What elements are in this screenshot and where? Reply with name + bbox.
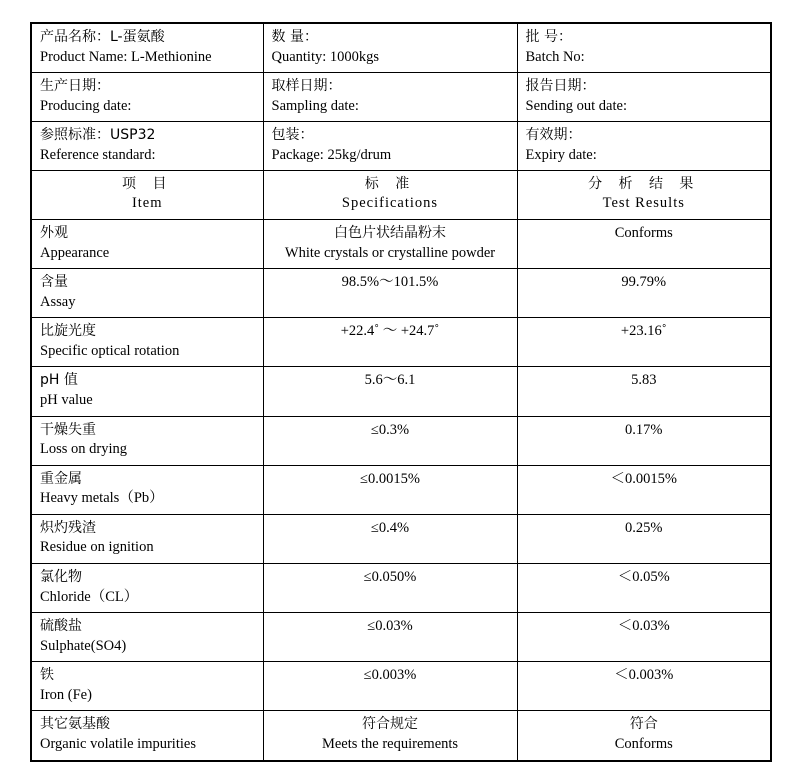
- column-header-item-en: Item: [131, 195, 163, 212]
- item-en: Specific optical rotation: [40, 342, 180, 359]
- product-name-cn: 产品名称：L-蛋氨酸: [40, 29, 165, 45]
- item-cell: [31, 564, 263, 613]
- spec-cell: [263, 711, 517, 761]
- result-en: +23.16˚: [620, 323, 667, 340]
- result-cell: [517, 662, 771, 711]
- certificate-of-analysis-table: [30, 22, 772, 762]
- table-row: [31, 711, 771, 761]
- spec-en: ≤0.003%: [363, 667, 417, 684]
- column-header-results: [517, 171, 771, 219]
- sampling-date-cn: 取样日期：: [271, 78, 342, 95]
- item-cell: [31, 367, 263, 416]
- column-header-spec-en: Specifications: [341, 195, 439, 212]
- column-header-specifications: [263, 171, 517, 219]
- table-row: [31, 367, 771, 416]
- batch-no-cell: [517, 23, 771, 73]
- spec-cell: [263, 465, 517, 514]
- item-cell: [31, 465, 263, 514]
- table-row: [31, 416, 771, 465]
- item-cell: [31, 514, 263, 563]
- item-cn: pH 值: [40, 372, 78, 389]
- table-header-row: [31, 171, 771, 219]
- item-cn: 比旋光度: [40, 323, 96, 340]
- result-cell: [517, 465, 771, 514]
- item-cell: [31, 662, 263, 711]
- quantity-cn: 数 量：: [271, 29, 318, 45]
- result-en: Conforms: [614, 224, 673, 241]
- item-en: Chloride（CL）: [40, 588, 139, 605]
- spec-en: ≤0.3%: [370, 421, 410, 438]
- product-name-cell: [31, 23, 263, 73]
- result-cell: [517, 318, 771, 367]
- result-cell: [517, 564, 771, 613]
- table-row: [31, 219, 771, 268]
- item-cell: [31, 219, 263, 268]
- quantity-cell: [263, 23, 517, 73]
- table-row: [31, 269, 771, 318]
- batch-no-cn: 批 号：: [525, 29, 572, 45]
- item-en: Loss on drying: [40, 441, 127, 458]
- reference-standard-en: Reference standard:: [40, 146, 156, 163]
- result-cell: [517, 219, 771, 268]
- item-cn: 铁: [40, 667, 54, 684]
- table-row: [31, 318, 771, 367]
- item-cell: [31, 613, 263, 662]
- item-en: Assay: [40, 293, 76, 310]
- spec-en: 98.5%～101.5%: [341, 274, 439, 291]
- item-en: Organic volatile impurities: [40, 736, 196, 753]
- package-cn: 包装：: [271, 127, 314, 144]
- package-cell: [263, 122, 517, 171]
- spec-cn: 白色片状结晶粉末: [334, 224, 446, 241]
- result-cn: 符合: [629, 716, 658, 733]
- spec-cell: [263, 613, 517, 662]
- column-header-spec-cn: 标 准: [364, 176, 416, 193]
- item-cn: 氯化物: [40, 569, 82, 586]
- sampling-date-en: Sampling date:: [271, 97, 359, 114]
- item-cn: 重金属: [40, 470, 82, 487]
- sending-date-cn: 报告日期：: [525, 78, 596, 95]
- item-cn: 外观: [40, 224, 68, 241]
- result-en: 5.83: [631, 372, 657, 389]
- result-en: 0.17%: [625, 421, 663, 438]
- expiry-date-cn: 有效期：: [525, 127, 582, 144]
- spec-en: 5.6～6.1: [364, 372, 416, 389]
- spec-cell: [263, 318, 517, 367]
- spec-cell: [263, 219, 517, 268]
- item-en: Iron (Fe): [40, 686, 92, 703]
- result-en: 99.79%: [621, 274, 667, 291]
- reference-standard-cell: [31, 122, 263, 171]
- spec-en: ≤0.0015%: [360, 470, 420, 487]
- spec-cell: [263, 367, 517, 416]
- info-row-standard: [31, 122, 771, 171]
- spec-cell: [263, 416, 517, 465]
- item-cn: 硫酸盐: [40, 618, 82, 635]
- producing-date-cell: [31, 73, 263, 122]
- result-en: 0.25%: [625, 519, 663, 536]
- reference-standard-cn: 参照标准：USP32: [40, 127, 156, 144]
- package-en: Package: 25kg/drum: [271, 146, 392, 163]
- item-cell: [31, 269, 263, 318]
- expiry-date-cell: [517, 122, 771, 171]
- table-row: [31, 465, 771, 514]
- spec-en: White crystals or crystalline powder: [284, 244, 496, 261]
- item-en: Residue on ignition: [40, 539, 154, 556]
- result-cell: [517, 416, 771, 465]
- item-cell: [31, 416, 263, 465]
- result-en: ＜0.03%: [617, 618, 670, 635]
- sending-date-en: Sending out date:: [525, 97, 627, 114]
- producing-date-en: Producing date:: [40, 97, 132, 114]
- result-en: ＜0.003%: [614, 667, 674, 684]
- column-header-item-cn: 项 目: [122, 176, 173, 193]
- spec-cell: [263, 662, 517, 711]
- table-row: [31, 514, 771, 563]
- spec-cell: [263, 269, 517, 318]
- item-en: Heavy metals（Pb）: [40, 490, 164, 507]
- result-cell: [517, 269, 771, 318]
- spec-cell: [263, 514, 517, 563]
- info-row-dates: [31, 73, 771, 122]
- sending-date-cell: [517, 73, 771, 122]
- table-row: [31, 662, 771, 711]
- item-en: pH value: [40, 391, 93, 408]
- column-header-result-cn: 分 析 结 果: [588, 176, 700, 193]
- item-cell: [31, 711, 263, 761]
- spec-cn: 符合规定: [362, 716, 418, 733]
- spec-en: ≤0.03%: [367, 618, 413, 635]
- column-header-result-en: Test Results: [602, 195, 685, 212]
- result-en: ＜0.0015%: [610, 470, 677, 487]
- spec-cell: [263, 564, 517, 613]
- spec-en: +22.4˚ ～ +24.7˚: [340, 323, 440, 340]
- spec-en: ≤0.050%: [363, 569, 417, 586]
- table-row: [31, 613, 771, 662]
- item-cn: 其它氨基酸: [40, 716, 110, 733]
- item-cell: [31, 318, 263, 367]
- spec-en: Meets the requirements: [321, 736, 459, 753]
- result-cell: [517, 711, 771, 761]
- result-en: Conforms: [614, 736, 673, 753]
- table-row: [31, 564, 771, 613]
- result-cell: [517, 367, 771, 416]
- sampling-date-cell: [263, 73, 517, 122]
- expiry-date-en: Expiry date:: [525, 146, 597, 163]
- item-cn: 含量: [40, 274, 68, 291]
- item-cn: 干燥失重: [40, 421, 96, 438]
- product-name-en: Product Name: L-Methionine: [40, 48, 212, 65]
- column-header-item: [31, 171, 263, 219]
- result-en: ＜0.05%: [617, 569, 670, 586]
- result-cell: [517, 613, 771, 662]
- item-en: Appearance: [40, 244, 110, 261]
- spec-en: ≤0.4%: [370, 519, 410, 536]
- batch-no-en: Batch No:: [525, 48, 585, 65]
- info-row-product: [31, 23, 771, 73]
- producing-date-cn: 生产日期：: [40, 78, 110, 95]
- result-cell: [517, 514, 771, 563]
- item-cn: 炽灼残渣: [40, 519, 96, 536]
- item-en: Sulphate(SO4): [40, 637, 127, 654]
- quantity-en: Quantity: 1000kgs: [271, 48, 380, 65]
